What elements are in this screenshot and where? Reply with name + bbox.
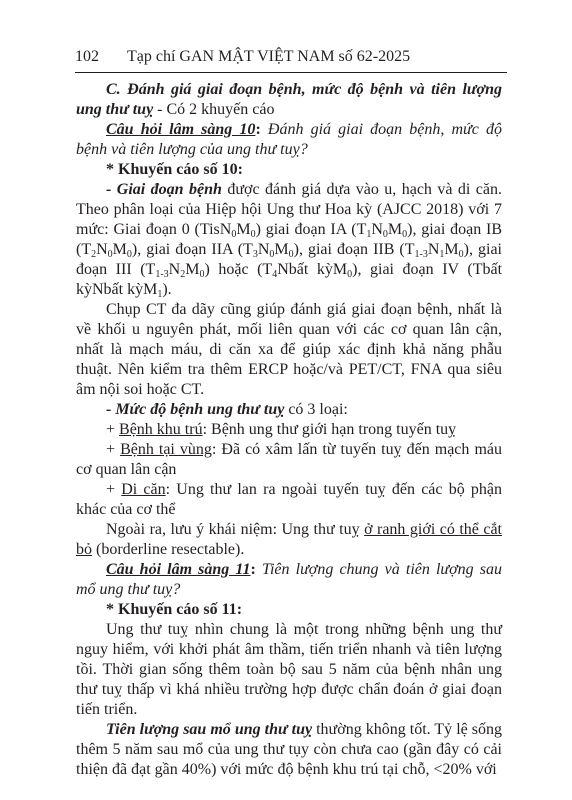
stage-frag: N (96, 241, 108, 258)
severity-item-localized (76, 420, 502, 440)
severity-item-regional (76, 440, 502, 480)
borderline-term: ở ranh giới có thể cắt bỏ (76, 521, 502, 558)
stage-sub: 0 (458, 249, 464, 260)
stage-frag: N (168, 261, 181, 278)
stage-text: ), giai đoạn IIA (T (131, 241, 253, 258)
stage-sub: 0 (126, 249, 132, 260)
postop-text: thường không tốt. Tỷ lệ sống thêm 5 năm sau mổ của ung thư tụy còn chưa cao (gần đây có cải thiện đã đạt gần 40%) với mức độ bệnh khu trú tại chỗ, <20% với (76, 721, 502, 778)
borderline-paragraph (76, 520, 502, 560)
stage-sub: 3 (252, 249, 258, 260)
severity-text: có 3 loại: (284, 401, 348, 418)
page-number: 102 (75, 48, 99, 65)
journal-title: Tạp chí GAN MẬT VIỆT NAM số 62-2025 (127, 48, 411, 65)
bullet: + (106, 481, 122, 498)
main-text (76, 80, 502, 780)
stage-frag: N (371, 221, 383, 238)
stage-frag: M (236, 221, 251, 238)
stage-sub: 0 (199, 269, 205, 280)
section-c-heading (76, 80, 502, 120)
stage-sub: 0 (231, 229, 237, 240)
stage-text: Nbất kỳM (277, 261, 348, 278)
severity-desc: : Đã có xâm lấn từ tuyến tuỵ đến mạch máu cơ quan lân cận (76, 441, 502, 478)
stage-sub: 2 (91, 249, 97, 260)
stage-sub: 1 (366, 229, 372, 240)
bullet: + (106, 421, 120, 438)
postop-paragraph (76, 720, 502, 780)
stage-sub: 0 (347, 269, 353, 280)
severity-desc: : Bệnh ung thư giới hạn trong tuyến tuỵ (202, 421, 457, 438)
stage-frag: N (257, 241, 270, 258)
stage-text: ), giai đoạn IV (Tbất kỳNbất kỳM (76, 261, 503, 298)
recommendation-10-heading: * Khuyến cáo số 10: (106, 161, 243, 178)
stage-sub: 4 (272, 269, 278, 280)
running-header (75, 48, 505, 68)
stage-frag: N (219, 221, 232, 238)
stage-sub: 1-3 (155, 269, 169, 280)
stage-text: ), giai đoạn IIB (T (293, 241, 415, 258)
question-10-label: Câu hỏi lâm sàng 10 (106, 121, 256, 138)
stage-text: ) hoặc (T (204, 261, 273, 278)
stage-paragraph (76, 180, 502, 300)
stage-text: ), giai đoạn III (T (76, 241, 502, 278)
stage-sub: 0 (250, 229, 256, 240)
severity-term: Bệnh tại vùng (120, 441, 212, 458)
severity-term: Bệnh khu trú (119, 421, 203, 438)
stage-text: được đánh giá dựa vào u, hạch và di căn. Theo phân loại của Hiệp hội Ung thư Hoa kỳ (AJCC 2018) với 7 mức: Giai đoạn 0 (Tis (76, 181, 502, 238)
borderline-text: Ngoài ra, lưu ý khái niệm: Ung thư tuỵ (106, 521, 365, 538)
severity-term: Di căn (121, 481, 166, 498)
stage-sub: 1 (157, 289, 163, 300)
section-c-title: C. Đánh giá giai đoạn bệnh, mức độ bệnh và tiên lượng ung thư tuỵ (76, 81, 502, 118)
stage-sub: 1-3 (414, 249, 428, 260)
stage-sub: 0 (382, 229, 388, 240)
stage-text: ) giai đoạn IA (T (255, 221, 367, 238)
question-10-colon: : (255, 121, 268, 138)
section-c-suffix: - Có 2 khuyến cáo (153, 101, 275, 118)
borderline-text: (borderline resectable). (92, 541, 245, 558)
postop-label: Tiên lượng sau mổ ung thư tuỵ (106, 721, 313, 738)
stage-sub: 0 (402, 229, 408, 240)
stage-label: - Giai đoạn bệnh (106, 181, 222, 198)
header-rule (75, 72, 507, 73)
question-10-text: Đánh giá giai đoạn bệnh, mức độ bệnh và tiên lượng của ung thư tuỵ? (76, 121, 503, 158)
question-11-colon: : (250, 561, 262, 578)
prognosis-paragraph: Ung thư tuỵ nhìn chung là một trong những bệnh ung thư nguy hiểm, với khởi phát âm thầm, tiến triển nhanh và tiên lượng tồi. Thời gian sống thêm toàn bộ sau 5 năm của bệnh nhân ung thư tuỵ thấp vì khá nhiều trường hợp được chẩn đoán ở giai đoạn tiến triển. (76, 621, 502, 718)
stage-sub: 0 (288, 249, 294, 260)
stage-sub: 0 (269, 249, 275, 260)
severity-label: - Mức độ bệnh ung thư tuỵ (106, 401, 285, 418)
ct-paragraph: Chụp CT đa dãy cũng giúp đánh giá giai đoạn bệnh, nhất là về khối u nguyên phát, mối liên quan với các cơ quan lân cận, nhất là mạch máu, di căn xa để giúp xác định khả năng phẫu thuật. Nên kiểm tra thêm ERCP hoặc/và PET/CT, FNA qua siêu âm nội soi hoặc CT. (76, 301, 502, 398)
stage-sub: 2 (180, 269, 186, 280)
severity-desc: : Ung thư lan ra ngoài tuyến tuỵ đến các bộ phận khác của cơ thể (76, 481, 503, 518)
severity-item-metastatic (76, 480, 502, 520)
question-11-text: Tiên lượng chung và tiên lượng sau mổ ung thư tuỵ? (76, 561, 503, 598)
recommendation-11-heading: * Khuyến cáo số 11: (106, 601, 243, 618)
stage-text: ), giai đoạn IB (T (76, 221, 503, 258)
stage-sub: 1 (439, 249, 445, 260)
question-11 (76, 560, 502, 600)
stage-frag: M (112, 241, 127, 258)
stage-frag: M (185, 261, 200, 278)
stage-frag: M (387, 221, 403, 238)
stage-text: ). (162, 281, 172, 298)
severity-intro (76, 400, 502, 420)
question-11-label: Câu hỏi lâm sàng 11 (106, 561, 251, 578)
stage-frag: M (274, 241, 289, 258)
stage-frag: M (444, 241, 459, 258)
stage-frag: N (427, 241, 440, 258)
question-10 (76, 120, 502, 160)
bullet: + (106, 441, 121, 458)
stage-sub: 0 (107, 249, 113, 260)
